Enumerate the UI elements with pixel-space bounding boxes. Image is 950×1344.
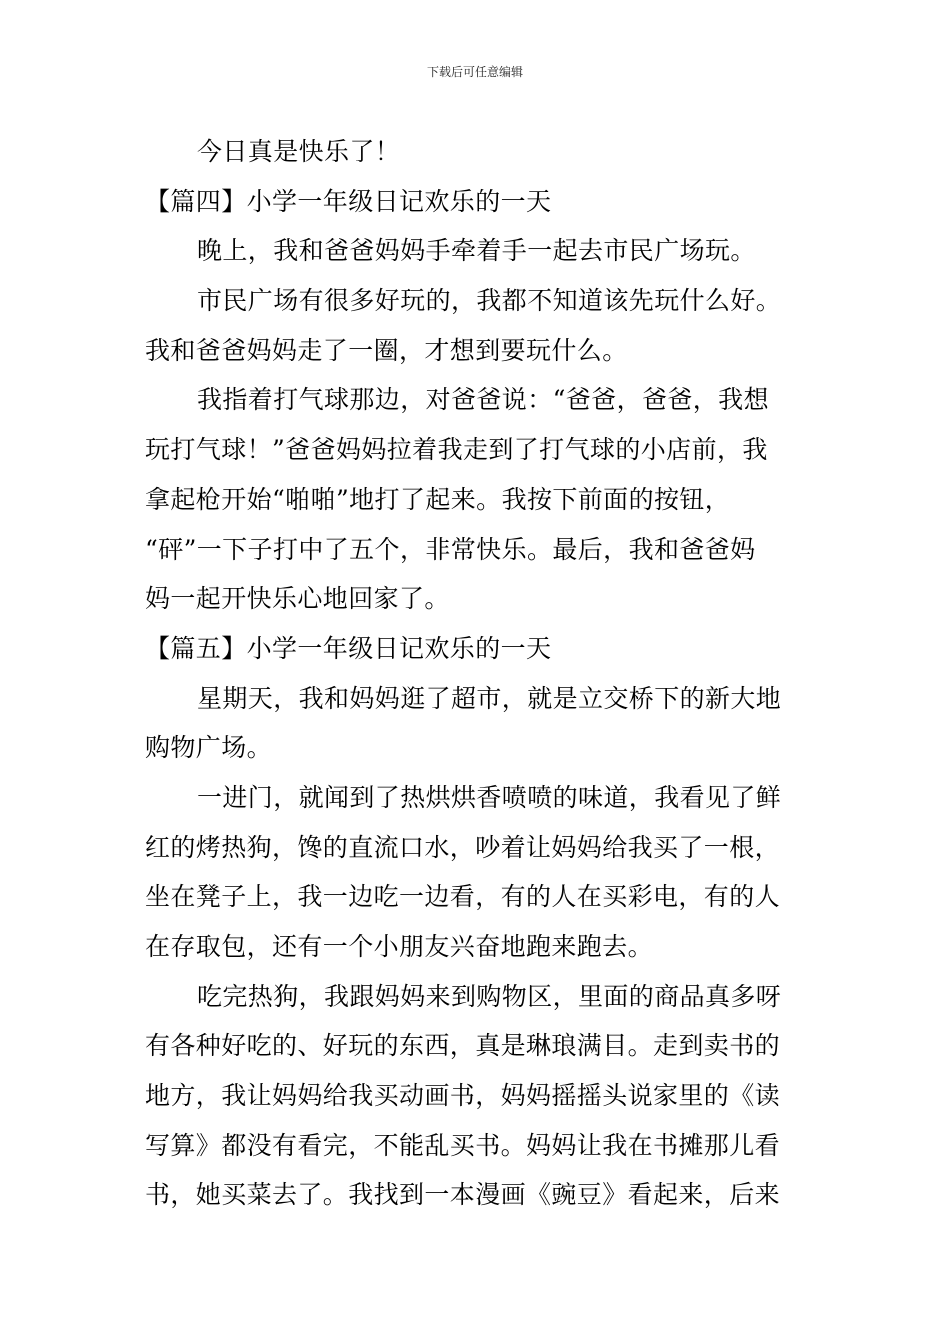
text-line: 一进门，就闻到了热烘烘香喷喷的味道，我看见了鲜 [197, 782, 782, 812]
text-line: 购物广场。 [145, 733, 273, 763]
text-line: 书，她买菜去了。我找到一本漫画《豌豆》看起来，后来 [145, 1180, 781, 1210]
text-line: 有各种好吃的、好玩的东西，真是琳琅满目。走到卖书的 [145, 1031, 781, 1061]
text-line: 拿起枪开始“啪啪”地打了起来。我按下前面的按钮， [145, 484, 731, 514]
text-line: 坐在凳子上，我一边吃一边看，有的人在买彩电，有的人 [145, 882, 781, 912]
text-line: 地方，我让妈妈给我买动画书，妈妈摇摇头说家里的《读 [145, 1081, 781, 1111]
page-header: 下载后可任意编辑 [426, 65, 523, 79]
text-line: 我和爸爸妈妈走了一圈，才想到要玩什么。 [145, 335, 628, 365]
text-line: 写算》都没有看完，不能乱买书。妈妈让我在书摊那儿看 [145, 1130, 781, 1160]
text-line: 晚上，我和爸爸妈妈手牵着手一起去市民广场玩。 [197, 236, 756, 266]
text-line: 妈一起开快乐心地回家了。 [145, 584, 450, 614]
text-line: 今日真是快乐了！ [197, 137, 401, 166]
text-line: 星期天，我和妈妈逛了超市，就是立交桥下的新大地 [197, 683, 782, 713]
text-line: “砰”一下子打中了五个，非常快乐。最后，我和爸爸妈 [145, 534, 756, 564]
text-line: 我指着打气球那边，对爸爸说：“爸爸，爸爸，我想 [197, 385, 769, 415]
text-line: 红的烤热狗，馋的直流口水，吵着让妈妈给我买了一根， [145, 832, 781, 862]
text-line: 在存取包，还有一个小朋友兴奋地跑来跑去。 [145, 932, 654, 961]
document-body [145, 127, 810, 1220]
text-line: 玩打气球！”爸爸妈妈拉着我走到了打气球的小店前，我 [145, 435, 768, 465]
text-line: 【篇四】小学一年级日记欢乐的一天 [145, 186, 552, 216]
text-line: 市民广场有很多好玩的，我都不知道该先玩什么好。 [197, 286, 782, 316]
text-line: 吃完热狗，我跟妈妈来到购物区，里面的商品真多呀 [197, 981, 782, 1011]
text-line: 【篇五】小学一年级日记欢乐的一天 [145, 633, 552, 663]
